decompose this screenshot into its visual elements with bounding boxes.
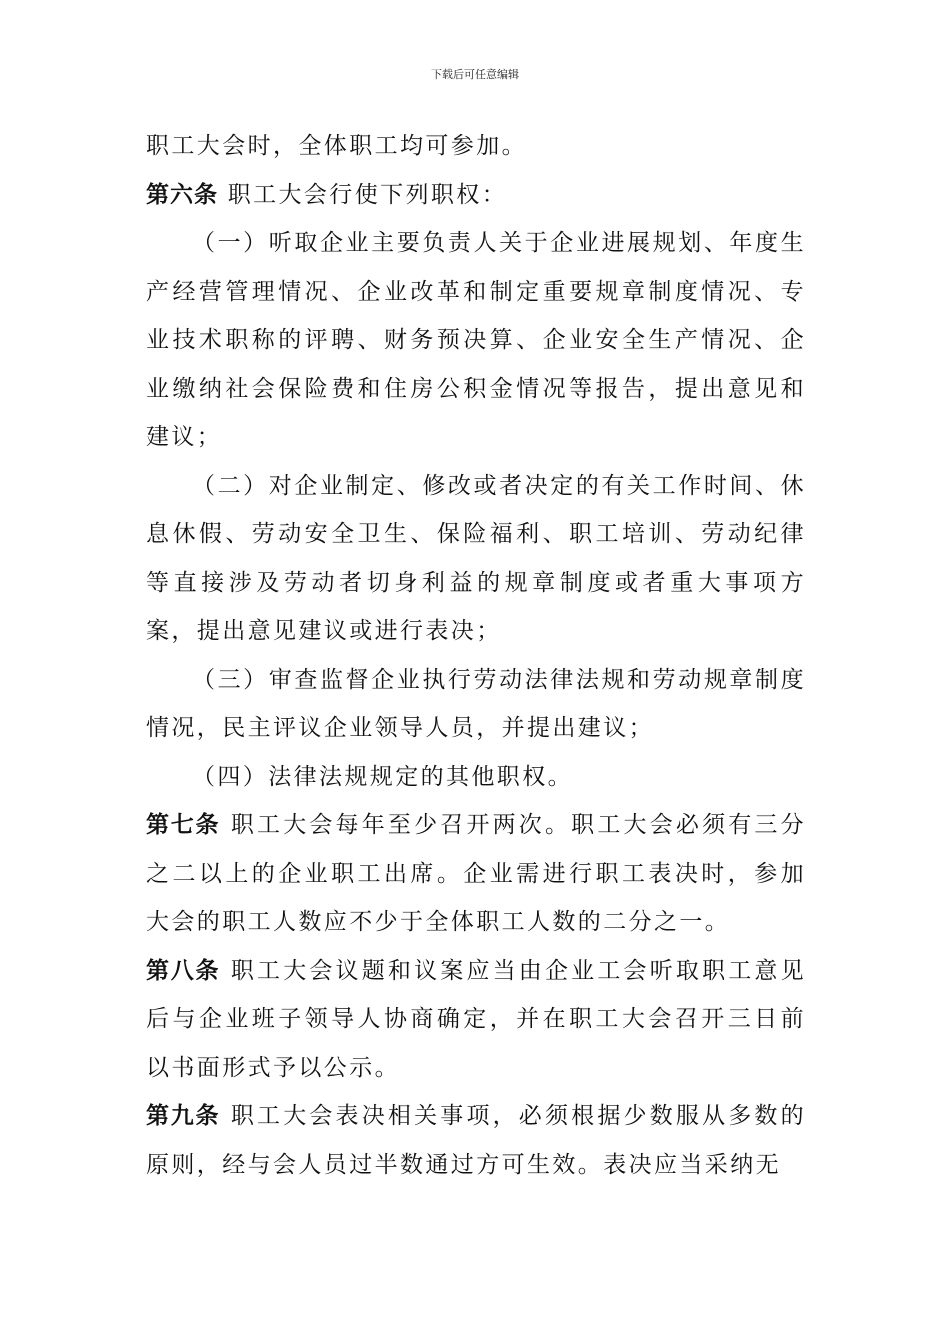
list-paragraph [146,462,806,656]
article-paragraph [146,947,806,1093]
list-paragraph [146,656,806,753]
paragraph-text: 职工大会议题和议案应当由企业工会听取职工意见后与企业班子领导人协商确定，并在职工大会召开三日前以书面形式予以公示。 [146,957,807,1081]
article-paragraph [146,171,806,220]
paragraph-text: （一）听取企业主要负责人关于企业进展规划、年度生产经营管理情况、企业改革和制定重要规章制度情况、专业技术职称的评聘、财务预决算、企业安全生产情况、企业缴纳社会保险费和住房公积金情况等报告，提出意见和建议； [146,230,806,450]
document-body [146,122,806,1189]
paragraph-text: 职工大会时，全体职工均可参加。 [146,133,527,159]
article-number: 第六条 [146,181,218,208]
article-paragraph [146,1092,806,1189]
article-number: 第九条 [146,1103,221,1129]
article-paragraph [146,801,806,947]
article-number: 第八条 [146,957,221,984]
paragraph [146,122,806,171]
paragraph-text: （四）法律法规规定的其他职权。 [192,763,573,790]
list-paragraph [146,219,806,462]
article-number: 第七条 [146,812,221,838]
list-paragraph [146,753,806,802]
page-header: 下载后可任意编辑 [431,68,519,81]
paragraph-text: 职工大会表决相关事项，必须根据少数服从多数的原则，经与会人员过半数通过方可生效。表决应当采纳无 [146,1103,807,1178]
paragraph-text: （二）对企业制定、修改或者决定的有关工作时间、休息休假、劳动安全卫生、保险福利、职工培训、劳动纪律等直接涉及劳动者切身利益的规章制度或者重大事项方案，提出意见建议或进行表决； [146,472,806,644]
paragraph-text: 职工大会每年至少召开两次。职工大会必须有三分之二以上的企业职工出席。企业需进行职工表决时，参加大会的职工人数应不少于全体职工人数的二分之一。 [146,812,807,935]
paragraph-text: （三）审查监督企业执行劳动法律法规和劳动规章制度情况，民主评议企业领导人员，并提出建议； [146,666,806,741]
paragraph-text: 职工大会行使下列职权： [218,181,508,208]
